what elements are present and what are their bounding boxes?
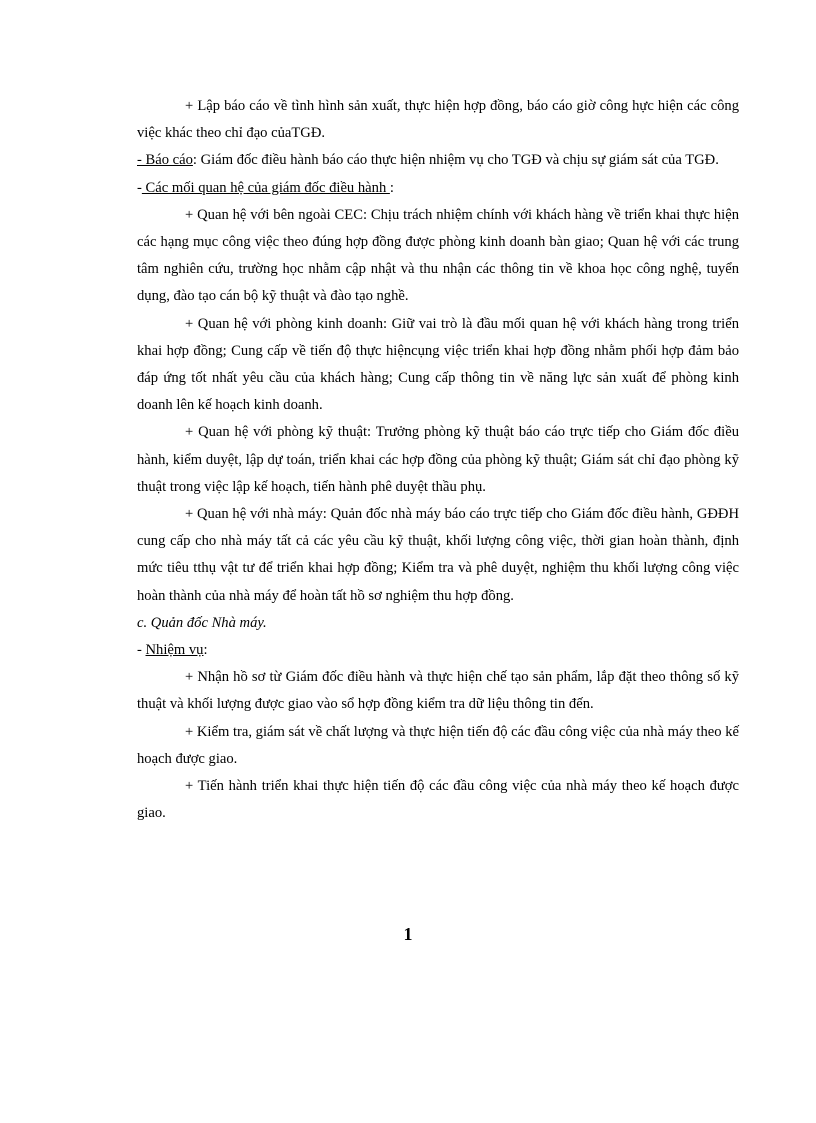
relation-engineering: + Quan hệ với phòng kỹ thuật: Trưởng phòng kỹ thuật báo cáo trực tiếp cho Giám đốc điều hành, kiểm duyệt, lập dự toán, triển khai các hợp đồng của phòng kỹ thuật; Giám sát chỉ đạo phòng kỹ thuật trong việc lập kế hoạch, tiến hành phê duyệt thầu phụ.: [137, 424, 739, 495]
nhiem-vu-prefix: -: [137, 642, 146, 659]
task-receive-docs: + Nhận hồ sơ từ Giám đốc điều hành và thực hiện chế tạo sản phẩm, lắp đặt theo thông số kỹ thuật và khối lượng được giao vào sổ hợp đồng kiểm tra dữ liệu thông tin đến.: [137, 669, 739, 713]
document-body: [137, 93, 739, 827]
relations-heading-prefix: -: [137, 179, 142, 196]
relation-factory: + Quan hệ với nhà máy: Quản đốc nhà máy báo cáo trực tiếp cho Giám đốc điều hành, GĐĐH cung cấp cho nhà máy tất cả các yêu cầu kỹ thuật, khối lượng công việc, thời gian hoàn thành, định mức tiêu tthụ vật tư để triển khai hợp đồng; Kiểm tra và phê duyệt, nghiệm thu khối lượng công việc hoàn thành của nhà máy để hoàn tất hồ sơ nghiệm thu hợp đồng.: [137, 506, 739, 604]
nhiem-vu-heading: [137, 637, 739, 664]
bao-cao-text: : Giám đốc điều hành báo cáo thực hiện nhiệm vụ cho TGĐ và chịu sự giám sát của TGĐ.: [192, 152, 719, 169]
relations-heading-label: Các mối quan hệ của giám đốc điều hành: [141, 179, 390, 196]
task-deploy: + Tiến hành triển khai thực hiện tiến độ các đầu công việc của nhà máy theo kế hoạch được giao.: [137, 778, 739, 822]
relations-heading-suffix: :: [389, 179, 394, 196]
nhiem-vu-suffix: :: [203, 642, 208, 659]
task-inspect: + Kiểm tra, giám sát về chất lượng và thực hiện tiến độ các đầu công việc của nhà máy theo kế hoạch được giao.: [137, 723, 739, 767]
bullet-report-production: + Lập báo cáo về tình hình sản xuất, thực hiện hợp đồng, báo cáo giờ công hực hiện các công việc khác theo chỉ đạo củaTGĐ.: [137, 98, 739, 142]
relation-sales: + Quan hệ với phòng kinh doanh: Giữ vai trò là đầu mối quan hệ với khách hàng trong triển khai hợp đồng; Cung cấp về tiến độ thực hiệncụng việc triển khai hợp đồng nhằm phối hợp đảm bảo đáp ứng tốt nhất yêu cầu của khách hàng; Cung cấp thông tin về năng lực sản xuất để phòng kinh doanh lên kế hoạch kinh doanh.: [137, 315, 739, 414]
page-number: 1: [403, 924, 413, 944]
bao-cao-label: - Báo cáo: [137, 152, 193, 169]
relation-outside-cec: + Quan hệ với bên ngoài CEC: Chịu trách nhiệm chính với khách hàng về triển khai thực hiện các hạng mục công việc theo đúng hợp đồng được phòng kinh doanh bàn giao; Quan hệ với các trung tâm nghiên cứu, trường học nhằm cập nhật và thu nhận các thông tin về khoa học công nghệ, tuyển dụng, đào tạo cán bộ kỹ thuật và đào tạo nghề.: [137, 206, 739, 305]
section-c-heading: c. Quản đốc Nhà máy.: [137, 614, 267, 631]
relations-heading: [137, 175, 739, 202]
nhiem-vu-label: Nhiệm vụ: [145, 642, 204, 659]
bao-cao-paragraph: [137, 147, 739, 174]
